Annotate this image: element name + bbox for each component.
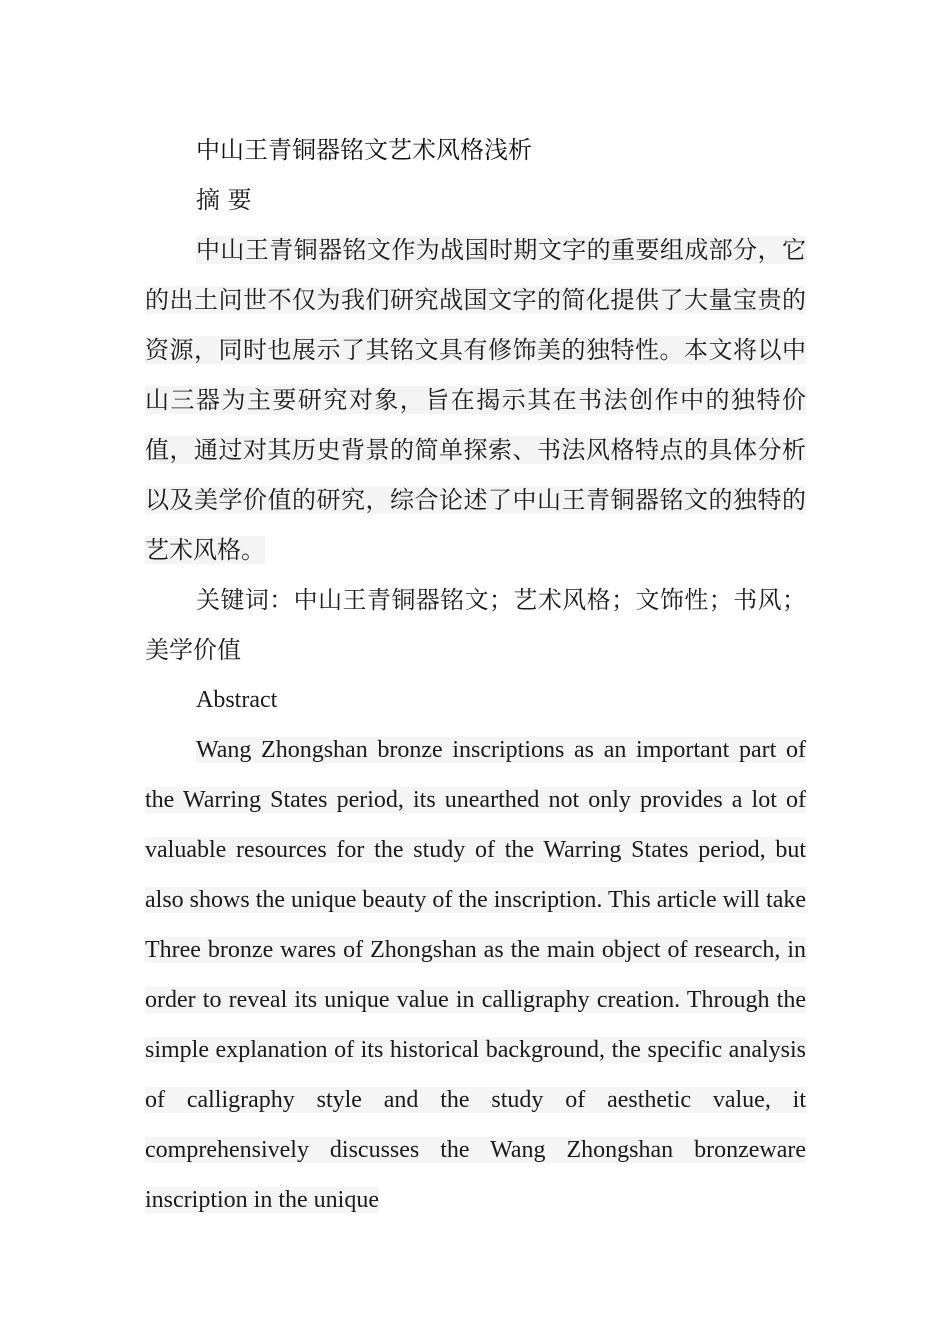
abstract-heading: 摘 要 (196, 186, 252, 214)
document-title: 中山王青铜器铭文艺术风格浅析 (196, 136, 532, 164)
abstract-heading-en: Abstract (196, 687, 278, 713)
abstract-paragraph-en (145, 725, 806, 1225)
document-body (145, 125, 806, 1225)
keywords-line: 关键词：中山王青铜器铭文；艺术风格；文饰性；书风；美学价值 (145, 586, 806, 664)
abstract-paragraph-zh (145, 225, 806, 575)
abstract-text-zh: 中山王青铜器铭文作为战国时期文字的重要组成部分，它的出土问世不仅为我们研究战国文字的简化提供了大量宝贵的资源，同时也展示了其铭文具有修饰美的独特性。本文将以中山三器为主要研究对象，旨在揭示其在书法创作中的独特价值，通过对其历史背景的简单探索、书法风格特点的具体分析以及美学价值的研究，综合论述了中山王青铜器铭文的独特的艺术风格。 (145, 236, 806, 564)
abstract-text-en: Wang Zhongshan bronze inscriptions as an important part of the Warring States period, its unearthed not only provides a lot of valuable resources for the study of the Warring States period, but also shows the unique beauty of the inscription. This article will take Three bronze wares of Zhongshan as the main object of research, in order to reveal its unique value in calligraphy creation. Through the simple explanation of its historical background, the specific analysis of calligraphy style and the study of aesthetic value, it comprehensively discusses the Wang Zhongshan bronzeware inscription in the unique (145, 737, 806, 1213)
